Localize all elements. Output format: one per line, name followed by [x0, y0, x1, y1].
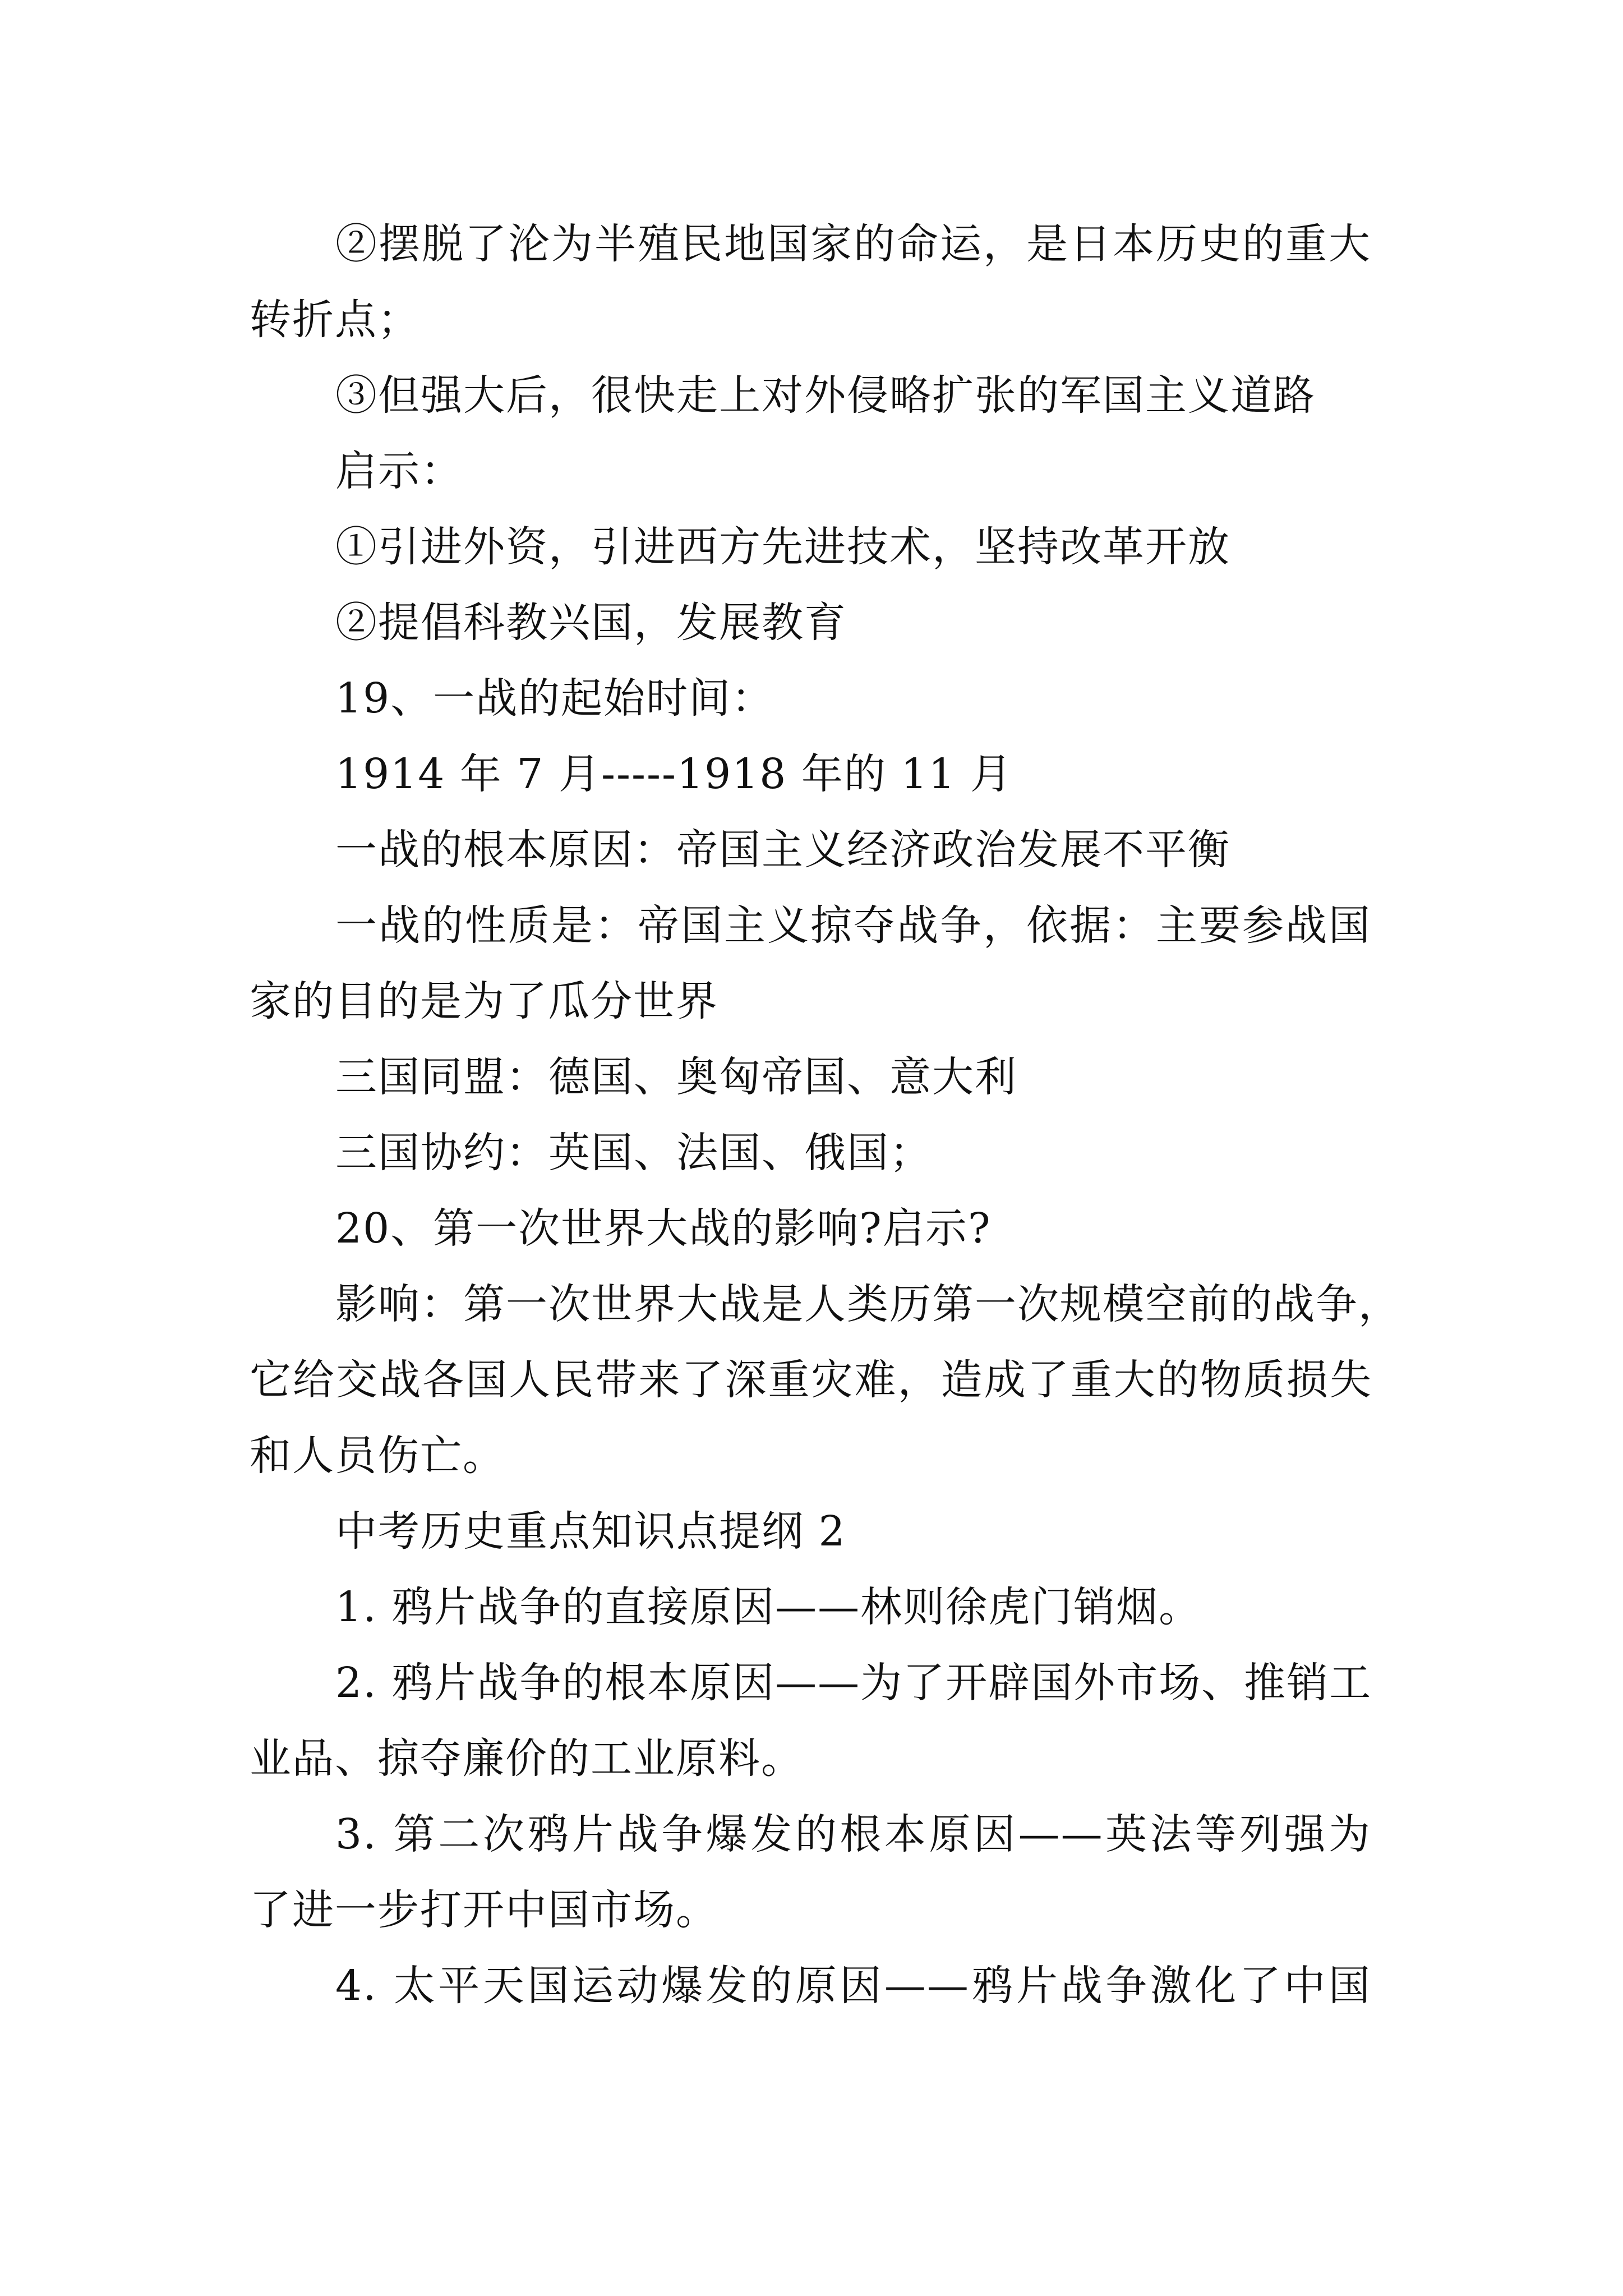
text-line: 3. 第二次鸦片战争爆发的根本原因——英法等列强为	[335, 1810, 1371, 1858]
text-line: 家的目的是为了瓜分世界	[250, 977, 718, 1025]
text-line: 三国协约：英国、法国、俄国；	[335, 1129, 932, 1177]
text-line: 20、第一次世界大战的影响?启示?	[335, 1204, 992, 1253]
text-line: 一战的性质是：帝国主义掠夺战争，依据：主要参战国	[335, 901, 1371, 950]
text-line: 它给交战各国人民带来了深重灾难，造成了重大的物质损失	[250, 1356, 1371, 1404]
text-line: ③但强大后，很快走上对外侵略扩张的军国主义道路	[335, 371, 1316, 420]
text-line: 启示：	[335, 447, 463, 495]
text-line: 了进一步打开中国市场。	[250, 1886, 718, 1934]
text-line: 4. 太平天国运动爆发的原因——鸦片战争激化了中国	[335, 1962, 1371, 2010]
text-line: 和人员伤亡。	[250, 1432, 505, 1480]
text-line: 一战的根本原因：帝国主义经济政治发展不平衡	[335, 826, 1230, 874]
text-line: 转折点；	[250, 296, 420, 344]
text-line: ②提倡科教兴国，发展教育	[335, 599, 847, 647]
text-line: ①引进外资，引进西方先进技术，坚持改革开放	[335, 523, 1230, 571]
text-line: ②摆脱了沦为半殖民地国家的命运，是日本历史的重大	[335, 220, 1371, 268]
text-line: 19、一战的起始时间：	[335, 674, 774, 723]
text-line: 1914 年 7 月-----1918 年的 11 月	[335, 750, 1013, 798]
text-line: 影响：第一次世界大战是人类历第一次规模空前的战争，	[335, 1280, 1401, 1328]
text-line: 2. 鸦片战争的根本原因——为了开辟国外市场、推销工	[335, 1659, 1372, 1707]
text-line: 1. 鸦片战争的直接原因——林则徐虎门销烟。	[335, 1583, 1202, 1631]
text-line: 三国同盟：德国、奥匈帝国、意大利	[335, 1053, 1017, 1101]
text-line: 业品、掠夺廉价的工业原料。	[250, 1734, 804, 1783]
section-heading: 中考历史重点知识点提纲 2	[335, 1507, 846, 1556]
